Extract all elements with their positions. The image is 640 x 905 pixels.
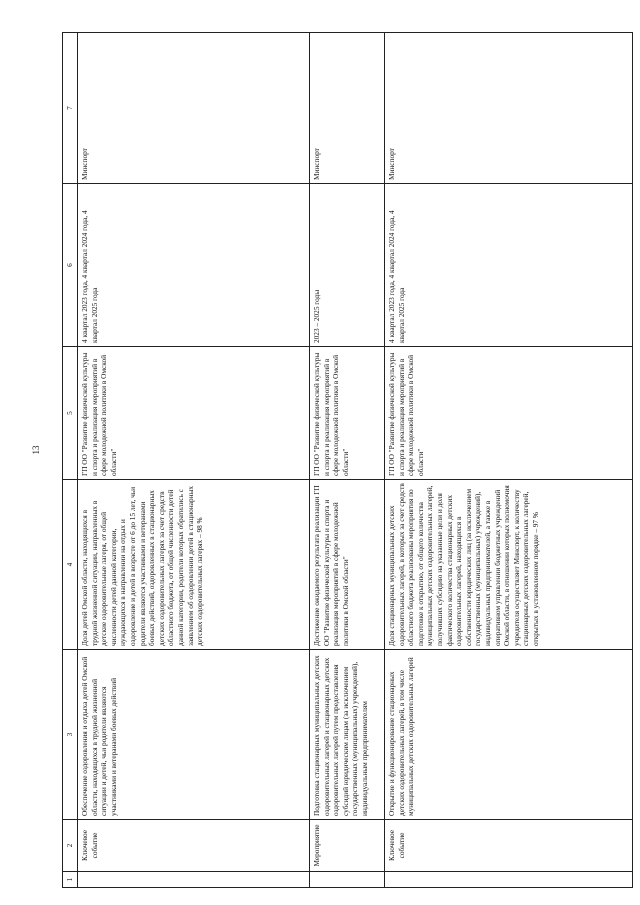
plan-table: [62, 32, 633, 888]
row-number-cell: [310, 872, 385, 888]
program-cell: ГП ОО "Развитие физической культуры и спорта и реализация мероприятий в сфере молодежной политики в Омской области": [385, 347, 633, 480]
deadline-cell: 2023 – 2025 годы: [310, 184, 385, 347]
table-row: [78, 33, 310, 888]
page-number: 13: [31, 445, 41, 455]
indicator-cell: Доля стационарных муниципальных детских оздоровительных лагерей, в которых за счет средств областного бюджета реализованы мероприятия по подготовке к открытию, от общего количества муниципальных детских оздоровительных лагерей, получивших субсидию на указанные цели и доля фактического количества стационарных детских оздоровительных лагерей, находящихся в собственности юридических лиц (за исключением государственных (муниципальных) учреждений), индивидуальных предпринимателей, а также в оперативном управлении бюджетных учреждений Омской области, в отношении которых полномочия учредителя осуществляет Минспорт, к количеству стационарных детских оздоровительных лагерей, открытых в установленном порядке – 97 %: [385, 480, 633, 650]
row-number-cell: [385, 872, 633, 888]
program-cell: ГП ОО "Развитие физической культуры и спорта и реализация мероприятий в сфере молодежной политики в Омской области": [78, 347, 310, 480]
responsible-cell: Минспорт: [385, 33, 633, 184]
row-type-cell: Ключевое событие: [385, 820, 633, 872]
table-row: [310, 33, 385, 888]
header-cell-3: 3: [63, 650, 78, 820]
header-cell-4: 4: [63, 480, 78, 650]
indicator-cell: Достижение ожидаемого результата реализации ГП ОО "Развитие физической культуры и спорта и реализация мероприятий в сфере молодежной политики в Омской области": [310, 480, 385, 650]
row-type-cell: Мероприятие: [310, 820, 385, 872]
event-cell: Обеспечение оздоровления и отдыха детей Омской области, находящихся в трудной жизненной ситуации и детей, чьи родители являются участниками и ветеранами боевых действий: [78, 650, 310, 820]
responsible-cell: Минспорт: [78, 33, 310, 184]
header-cell-7: 7: [63, 33, 78, 184]
header-cell-6: 6: [63, 184, 78, 347]
header-cell-5: 5: [63, 347, 78, 480]
event-cell: Подготовка стационарных муниципальных детских оздоровительных лагерей и стационарных детских оздоровительных лагерей путем предоставления субсидий юридическим лицам (за исключением государственных (муниципальных) учреждений), индивидуальным предпринимателям: [310, 650, 385, 820]
program-cell: ГП ОО "Развитие физической культуры и спорта и реализация мероприятий в сфере молодежной политики в Омской области": [310, 347, 385, 480]
row-type-cell: Ключевое событие: [78, 820, 310, 872]
indicator-cell: Доля детей Омской области, находящихся в трудной жизненной ситуации, направленных в детские оздоровительные лагеря, от общей численности детей данной категории, нуждающихся в направлении на отдых и оздоровление и детей в возрасте от 6 до 15 лет, чьи родители являются участниками и ветеранами боевых действий, оздоровленных в стационарных детских оздоровительных лагерях за счет средств областного бюджета, от общей численности детей данной категории, родители которых обратились с заявлением об оздоровлении детей в стационарных детских оздоровительных лагерях – 98 %: [78, 480, 310, 650]
row-number-cell: [78, 872, 310, 888]
table-header-row: [63, 33, 78, 888]
header-cell-2: 2: [63, 820, 78, 872]
deadline-cell: 4 квартал 2023 года, 4 квартал 2024 года, 4 квартал 2025 года: [385, 184, 633, 347]
deadline-cell: 4 квартал 2023 года, 4 квартал 2024 года, 4 квартал 2025 года: [78, 184, 310, 347]
table-row: [385, 33, 633, 888]
responsible-cell: Минспорт: [310, 33, 385, 184]
header-cell-1: 1: [63, 872, 78, 888]
rotated-table-container: [62, 33, 630, 888]
event-cell: Открытие и функционирование стационарных детских оздоровительных лагерей, в том числе муниципальных детских оздоровительных лагерей: [385, 650, 633, 820]
